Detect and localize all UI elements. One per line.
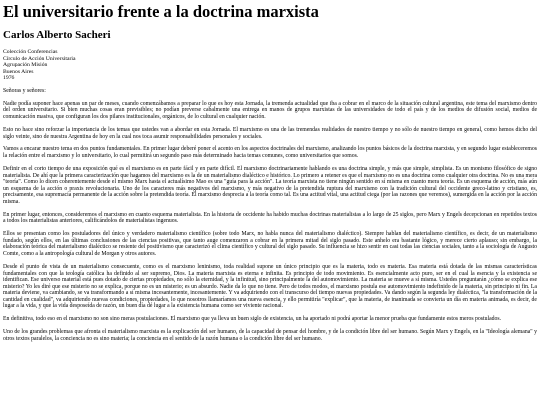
author-name: Carlos Alberto Sacheri <box>3 29 111 41</box>
paragraph: Uno de los grandes problemas que afronta el materialismo marxista es la explicación del ser humano, de la capacidad de pensar del hombre, y de la condición libre del ser humano. Según Marx y Engels, en la "Ideología alemana" y otros textos paralelos, la conciencia no es sino materia; la conciencia en el sentido de la razón humana o la condición libre del ser humano. <box>3 329 537 342</box>
paragraph: En primer lugar, entonces, consideremos el marxismo en cuanto esquema materialista. En la historia de occidente ha habido muchas doctrinas materialistas a lo largo de 25 siglos, pero Marx y Engels decepcionan en repetidos textos a todos los materialistas anteriores, calificándolos de materialistas ingenuos. <box>3 211 537 225</box>
publication-series: Colección Conferencias <box>3 49 58 55</box>
paragraph: Vamos a encarar nuestro tema en dos puntos fundamentales. En primer lugar deberé poner el acento en los aspectos doctrinales del marxismo, analizando los puntos básicos de la doctrina marxista, y en segundo lugar estableceremos la relación entre el marxismo y lo universitario, lo cual permitirá un segundo paso más determinado hacia temas comunes, como universitarios que somos. <box>3 146 537 160</box>
publication-year: 1976 <box>3 75 15 82</box>
paragraph: Desde el punto de vista de un materialismo consecuente, como es el marxismo leninismo, toda realidad supone un único principio que es la materia, todo es materia. Esa materia está dotada de las mismas características fundamentales con que la teología católica ha definido al ser supremo, Dios. La materia marxista es eterna e infinita. Es principio de todo movimiento. Es esencialmente acto puro, ser en el cual la esencia y la existencia se identifican. Ese universo material está pues dotado de ciertas propiedades, no sólo la eternidad, y la infinitud, sino principalmente la del automovimiento. La materia se mueve a sí misma. Ustedes preguntarán ¿cómo se explica ese misterio? Yo les diré que ese misterio no se explica, porque no es un misterio; es un absurdo. Nadie da lo que no tiene. Pero de todos modos, el marxismo postula ese automovimiento indefinido de la materia, sin principio ni fin. La materia deviene, va cambiando, se va transformando a sí misma incesantemente, incesantemente. Y va adquiriendo con el transcurso del tiempo nuevas propiedades. Va dando según la segunda ley dialéctica, "la transformación de la cantidad en cualidad", va adquiriendo nuevas condiciones, propiedades, lo que nosotros llamaríamos una nueva esencia, y ello permitiría "explicar", que la materia, de inanimada se convierta un día en materia animada, es decir, de lugar a la vida, y que la vida desposeída de razón, un buen día dé lugar a la existencia humana como ser viviente racional. <box>3 263 537 310</box>
salutation: Señoras y señores: <box>3 87 46 94</box>
paragraph: Esto no hace sino reforzar la importancia de los temas que ustedes van a abordar en esta Jornada. El marxismo es una de las tremendas realidades de nuestro tiempo y no sólo de nuestro tiempo en general, como hemos dicho del siglo veinte, sino de nuestra Argentina de hoy en la cual nos toca asumir responsabilidades personales y sociales. <box>3 126 537 140</box>
publication-info <box>3 49 537 82</box>
publication-group: Agrupación Misión <box>3 62 48 69</box>
paragraph: Ellos se presentan como los postuladores del único y verdadero materialismo científico (sobre todo Marx, no habla nunca del materialismo dialéctico). Siempre hablan del materialismo científico, es decir, de un materialismo fundado, según ellos, en las últimas conclusiones de las ciencias positivas, que tanto auge comenzaron a cobrar en la primera mitad del siglo pasado. Este anhelo era bastante lógico, y merece cierto aplauso; sin embargo, la elaboración teórica del materialismo dialéctico se resiente del positivismo que caracterizó el clima científico y cultural del siglo pasado. Su influencia se hizo sentir en casi todas las ciencias sociales, tanto a la sociología de Augusto Comte, como a la antropología cultural de Morgan y otros autores. <box>3 231 537 258</box>
publication-organization: Círculo de Acción Universitaria <box>3 55 76 62</box>
paragraph: Nadie podía suponer hace apenas un par de meses, cuando comenzábamos a preparar lo que es hoy esta Jornada, la tremenda actualidad que iba a cobrar en el marco de la situación cultural argentina, este tema del marxismo dentro del orden universitario. Si bien muchas cosas eran previsibles; no podían preverse cabalmente una entrega en manos de grupos marxistas de las universidades de todo el país y de los medios de difusión social, medios de comunicación masiva, que configuran los dos pilares institucionales, orgánicos, de lo cultural en cualquier nación. <box>3 100 537 121</box>
paragraph: Definir en el corto tiempo de una exposición qué es el marxismo es en parte fácil y en parte difícil. El marxismo doctrinariamente hablando es una doctrina simple, y más que simple, simplista. Es un monismo filosófico de signo materialista. De ahí que la primera caracterización que hagamos del marxismo es la de un materialismo dialéctico e histórico. Lo primero a retener es que el marxismo no es una doctrina como cualquier otra doctrina. No es una mera "teoría". Como lo dicen coherentemente desde el mismo Marx hasta el actualísimo Mao es una "guía para la acción". La teoría marxista no tiene ningún sentido en sí misma en cuanto mera teoría. Es un esquema de acción, más aún un esquema de la acción o praxis revolucionaria. Uno de los caracteres más negativos del marxismo, y más negativo de la pretendida ruptura del marxismo con la tradición cultural del occidente greco-latino y cristiano, es, precisamente, esa supremacía permanente de la acción sobre la pretendida teoría. El marxismo desprecia a la teoría como tal. Es una actitud vital, una actitud ciega (por las razones que veremos), sumergida en la acción por la acción misma. <box>3 165 537 205</box>
document-title: El universitario frente a la doctrina marxista <box>3 2 319 21</box>
paragraph: En definitiva, todo eso en el marxismo no son sino meras postulaciones. El marxismo que ya lleva un buen siglo de existencia, un ha aportado ni podrá aportar la menor prueba que fundamente estos meros postulados. <box>3 316 502 323</box>
publication-city: Buenos Aires <box>3 68 34 75</box>
